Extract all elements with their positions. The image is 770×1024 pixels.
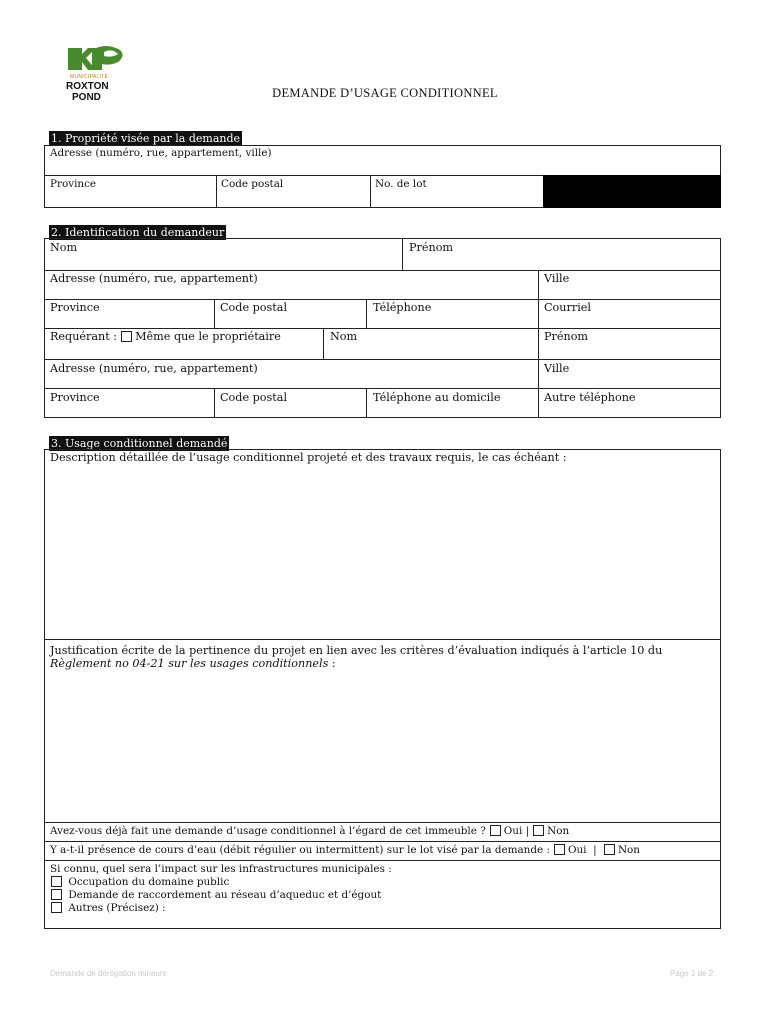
s2-province2-label: Province [50,391,100,404]
q2-row [50,844,640,857]
autres-checkbox[interactable] [51,902,62,913]
justification-label-1: Justification écrite de la pertinence du projet en lien avec les critères d’évaluation indiqués à l’article 10 du [50,644,663,657]
impact-label: Si connu, quel sera l’impact sur les infrastructures municipales : [50,863,392,875]
justification-label-2 [50,657,336,670]
s1-lot-label: No. de lot [375,178,427,190]
q1-non-label: Non [547,825,570,837]
restricted-area [543,175,721,208]
regulation-reference: Règlement no 04-21 sur les usages conditionnels [50,657,329,670]
logo-line3: POND [72,92,101,103]
s2-province-label: Province [50,301,100,314]
impact-option-1-label: Occupation du domaine public [68,876,230,888]
s2-nom2-label: Nom [330,330,358,343]
s2-phone-label: Téléphone [373,301,432,314]
domain-public-checkbox[interactable] [51,876,62,887]
same-owner-label: Même que le propriétaire [135,330,281,343]
q2-separator: | [593,844,597,856]
page-title: DEMANDE D’USAGE CONDITIONNEL [272,86,498,100]
requerant-label: Requérant : [50,330,118,343]
q1-separator: | [525,825,530,837]
q2-label: Y a-t-il présence de cours d’eau (débit régulier ou intermittent) sur le lot visé par la demande : [50,844,550,856]
q1-non-checkbox[interactable] [533,825,544,836]
s2-prenom-label: Prénom [409,241,454,254]
q1-oui-label: Oui [503,825,523,837]
footer-left: Demande de dérogation mineure [50,969,167,978]
q1-label: Avez-vous déjà fait une demande d’usage conditionnel à l’égard de cet immeuble ? [50,825,486,837]
s2-nom-label: Nom [50,241,78,254]
footer-right: Page 1 de 2 [670,969,714,978]
description-label: Description détaillée de l’usage conditionnel projeté et des travaux requis, le cas échéant : [50,451,567,464]
q2-oui-checkbox[interactable] [554,844,565,855]
logo-line1: MUNICIPALITÉ [70,74,109,80]
section2-heading: 2. Identification du demandeur [51,226,225,239]
impact-option-2 [47,889,381,902]
s2-postal2-label: Code postal [220,391,288,404]
s2-address2-label: Adresse (numéro, rue, appartement) [50,362,258,375]
q1-row [50,825,569,838]
s1-province-label: Province [50,178,97,190]
s1-postal-label: Code postal [221,178,284,190]
raccordement-checkbox[interactable] [51,889,62,900]
s2-ville-label: Ville [544,272,570,285]
justification-colon: : [328,657,336,670]
s2-email-label: Courriel [544,301,591,314]
same-owner-checkbox[interactable] [121,331,132,342]
impact-option-3 [47,902,166,915]
s2-ville2-label: Ville [544,362,570,375]
q2-oui-label: Oui [567,844,587,856]
impact-option-1 [47,876,229,889]
section1-heading: 1. Propriété visée par la demande [51,132,241,145]
section3-heading: 3. Usage conditionnel demandé [51,437,228,450]
impact-option-3-label: Autres (Précisez) : [68,902,166,914]
impact-option-2-label: Demande de raccordement au réseau d’aqueduc et d’égout [68,889,382,901]
s2-other-phone-label: Autre téléphone [544,391,636,404]
s2-postal-label: Code postal [220,301,288,314]
requerant-row [50,330,281,343]
q2-non-label: Non [617,844,640,856]
q2-non-checkbox[interactable] [604,844,615,855]
q1-oui-checkbox[interactable] [490,825,501,836]
s1-address-label: Adresse (numéro, rue, appartement, ville) [50,147,272,159]
s2-prenom2-label: Prénom [544,330,589,343]
s2-home-phone-label: Téléphone au domicile [373,391,501,404]
logo-line2: ROXTON [66,81,109,92]
s2-address-label: Adresse (numéro, rue, appartement) [50,272,258,285]
